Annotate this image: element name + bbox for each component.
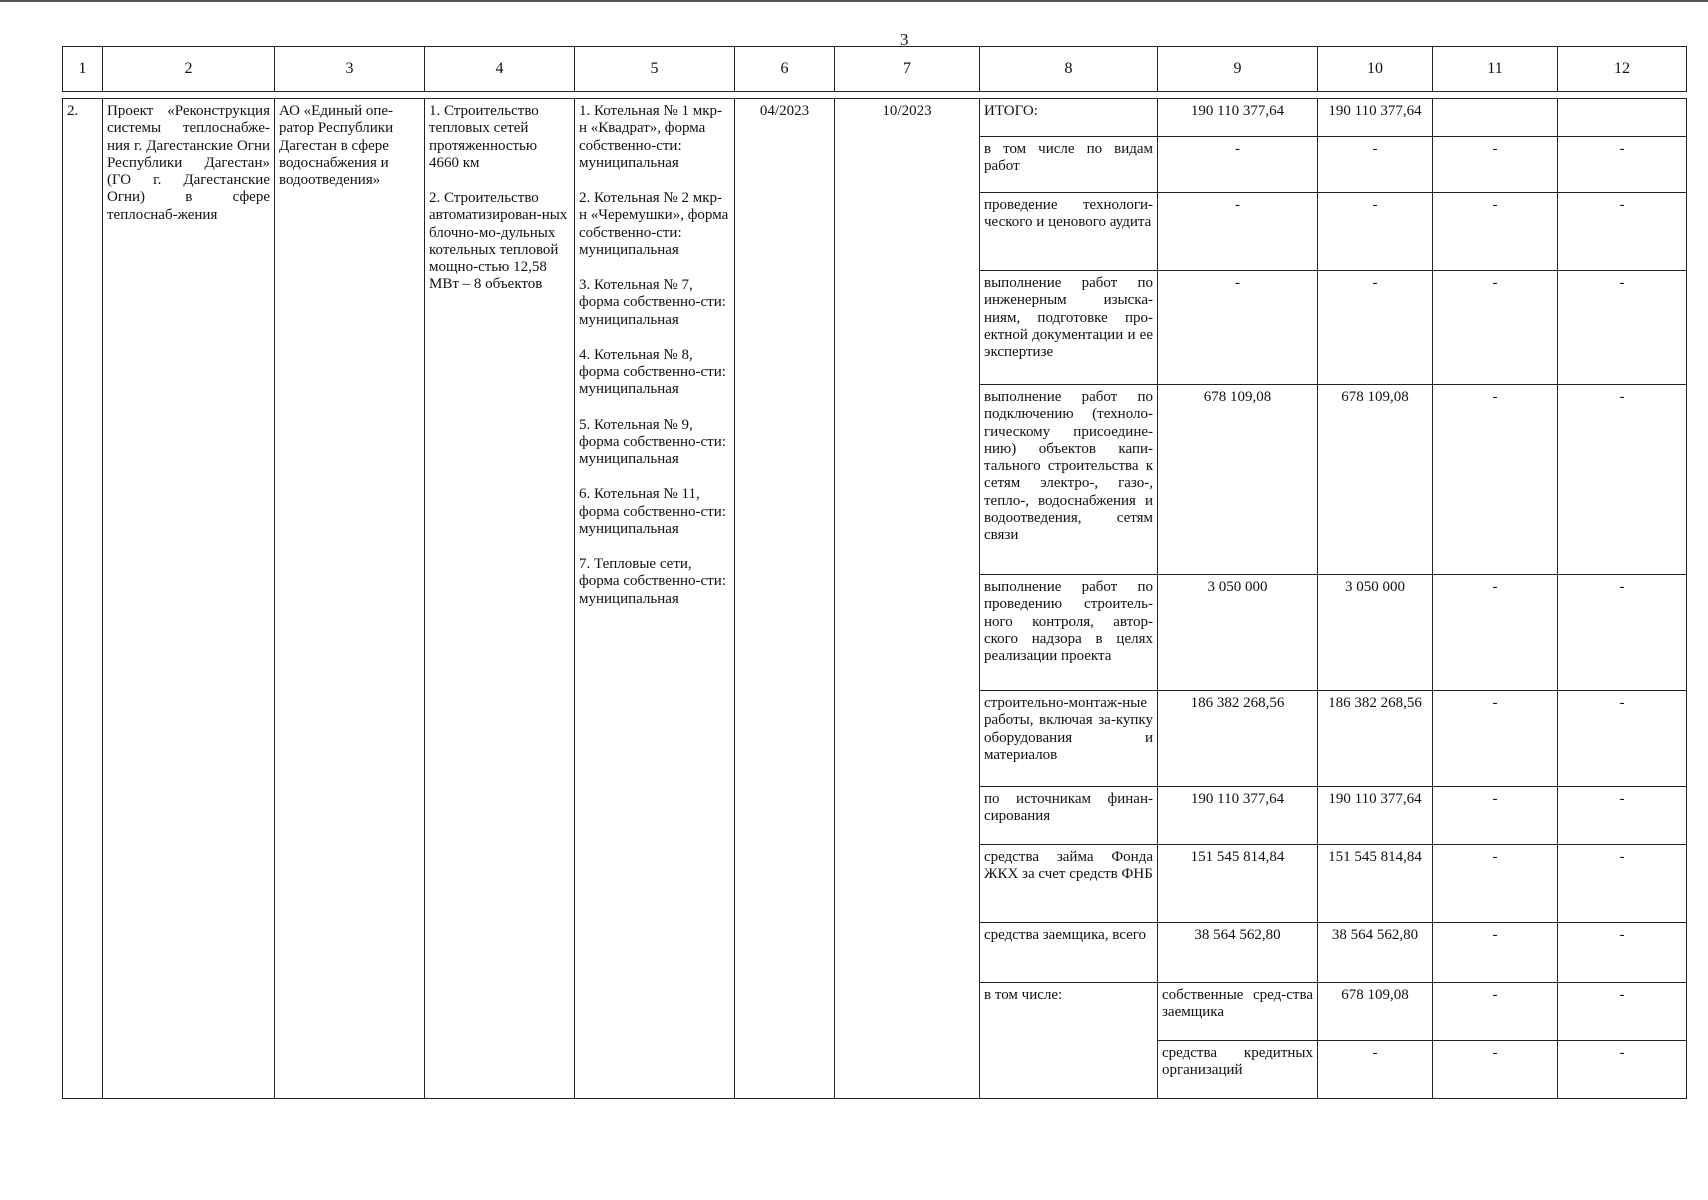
finance-value-col10: - bbox=[1318, 1041, 1433, 1099]
operator-name: АО «Единый опе-ратор Республики Дагестан в сфере водоснабжения и водоотведения» bbox=[279, 103, 394, 188]
finance-value-col12: - bbox=[1558, 845, 1687, 923]
page-number: 3 bbox=[900, 30, 909, 49]
finance-label: выполнение работ по подключению (техноло-гическому присоедине-нию) объектов капи-тального строительства к сетям электро-, газо-, тепло-, водоснабжения и водоотведения, сетям связи bbox=[980, 385, 1158, 575]
col-header-4: 4 bbox=[425, 47, 575, 92]
finance-value-col9: 190 110 377,64 bbox=[1158, 787, 1318, 845]
objects-cell bbox=[575, 99, 735, 1099]
finance-value-col9: - bbox=[1158, 271, 1318, 385]
finance-value-col9: 38 564 562,80 bbox=[1158, 923, 1318, 983]
col-header-10: 10 bbox=[1318, 47, 1433, 92]
row-number: 2. bbox=[67, 103, 79, 119]
finance-value-col12: - bbox=[1558, 787, 1687, 845]
table-row bbox=[63, 99, 1687, 137]
work-item: 1. Строительство тепловых сетей протяженностью 4660 км bbox=[429, 103, 539, 171]
finance-value-col9: 190 110 377,64 bbox=[1158, 99, 1318, 137]
col-header-12: 12 bbox=[1558, 47, 1687, 92]
finance-value-col12: - bbox=[1558, 193, 1687, 271]
finance-value-col12: - bbox=[1558, 983, 1687, 1041]
row-number-cell bbox=[63, 99, 103, 1099]
object-item: 4. Котельная № 8, форма собственно-сти: муниципальная bbox=[579, 346, 726, 398]
including-label: в том числе: bbox=[980, 983, 1158, 1099]
finance-value-col11 bbox=[1433, 99, 1558, 137]
finance-value-col11: - bbox=[1433, 923, 1558, 983]
works-cell bbox=[425, 99, 575, 1099]
col-header-7: 7 bbox=[835, 47, 980, 92]
finance-value-col10: 678 109,08 bbox=[1318, 983, 1433, 1041]
col-header-8: 8 bbox=[980, 47, 1158, 92]
finance-value-col11: - bbox=[1433, 271, 1558, 385]
finance-value-col9: 186 382 268,56 bbox=[1158, 691, 1318, 787]
finance-value-col9: 678 109,08 bbox=[1158, 385, 1318, 575]
finance-value-col11: - bbox=[1433, 845, 1558, 923]
project-table bbox=[62, 46, 1687, 1099]
finance-label: ИТОГО: bbox=[980, 99, 1158, 137]
finance-label: проведение технологи-ческого и ценового аудита bbox=[980, 193, 1158, 271]
finance-value-col11: - bbox=[1433, 193, 1558, 271]
finance-label: средства заемщика, всего bbox=[980, 923, 1158, 983]
object-item: 1. Котельная № 1 мкр-н «Квадрат», форма собственно-сти: муниципальная bbox=[579, 103, 723, 171]
finance-value-col11: - bbox=[1433, 137, 1558, 193]
work-item: 2. Строительство автоматизирован-ных блочно-мо-дульных котельных тепловой мощно-стью 12,58 МВт – 8 объектов bbox=[429, 190, 568, 293]
finance-value-col12: - bbox=[1558, 1041, 1687, 1099]
finance-value-col12: - bbox=[1558, 137, 1687, 193]
finance-value-col10: 190 110 377,64 bbox=[1318, 787, 1433, 845]
finance-value-col10: 190 110 377,64 bbox=[1318, 99, 1433, 137]
project-name: Проект «Реконструкция системы теплоснабже-ния г. Дагестанские Огни Республики Дагестан» (ГО г. Дагестанские Огни) в сфере теплоснаб-жения bbox=[107, 103, 270, 223]
finance-value-col11: - bbox=[1433, 575, 1558, 691]
object-item: 6. Котельная № 11, форма собственно-сти: муниципальная bbox=[579, 486, 726, 537]
finance-value-col9: 151 545 814,84 bbox=[1158, 845, 1318, 923]
finance-label: выполнение работ по проведению строитель-ного контроля, автор-ского надзора в целях реализации проекта bbox=[980, 575, 1158, 691]
finance-value-col12: - bbox=[1558, 385, 1687, 575]
col-header-2: 2 bbox=[103, 47, 275, 92]
finance-value-col9: - bbox=[1158, 137, 1318, 193]
col-header-11: 11 bbox=[1433, 47, 1558, 92]
col-header-5: 5 bbox=[575, 47, 735, 92]
project-name-cell bbox=[103, 99, 275, 1099]
start-date: 04/2023 bbox=[759, 103, 810, 119]
finance-value-col10: 678 109,08 bbox=[1318, 385, 1433, 575]
finance-value-col10: - bbox=[1318, 137, 1433, 193]
finance-value-col10: 186 382 268,56 bbox=[1318, 691, 1433, 787]
finance-label: строительно-монтаж-ные работы, включая за-купку оборудования и материалов bbox=[980, 691, 1158, 787]
scan-edge-line bbox=[0, 0, 1708, 2]
col-header-3: 3 bbox=[275, 47, 425, 92]
finance-value-col11: - bbox=[1433, 691, 1558, 787]
col-header-1: 1 bbox=[63, 47, 103, 92]
end-date: 10/2023 bbox=[882, 103, 932, 119]
including-sub-label: собственные сред-ства заемщика bbox=[1158, 983, 1318, 1041]
object-item: 5. Котельная № 9, форма собственно-сти: муниципальная bbox=[579, 416, 726, 467]
start-date-cell bbox=[735, 99, 835, 1099]
finance-value-col12: - bbox=[1558, 575, 1687, 691]
finance-label: выполнение работ по инженерным изыска-ниям, подготовке про-ектной документации и ее экспертизе bbox=[980, 271, 1158, 385]
col-header-9: 9 bbox=[1158, 47, 1318, 92]
header-gap bbox=[63, 92, 1687, 99]
finance-label: средства займа Фонда ЖКХ за счет средств ФНБ bbox=[980, 845, 1158, 923]
object-item: 3. Котельная № 7, форма собственно-сти: муниципальная bbox=[579, 277, 726, 328]
finance-value-col9: 3 050 000 bbox=[1158, 575, 1318, 691]
col-header-6: 6 bbox=[735, 47, 835, 92]
finance-value-col10: 3 050 000 bbox=[1318, 575, 1433, 691]
finance-value-col12: - bbox=[1558, 691, 1687, 787]
object-item: 7. Тепловые сети, форма собственно-сти: муниципальная bbox=[579, 556, 726, 607]
finance-value-col9: - bbox=[1158, 193, 1318, 271]
finance-value-col10: - bbox=[1318, 271, 1433, 385]
including-sub-label: средства кредитных организаций bbox=[1158, 1041, 1318, 1099]
finance-value-col12: - bbox=[1558, 923, 1687, 983]
finance-label: в том числе по видам работ bbox=[980, 137, 1158, 193]
finance-value-col10: 151 545 814,84 bbox=[1318, 845, 1433, 923]
finance-value-col12: - bbox=[1558, 271, 1687, 385]
finance-value-col10: - bbox=[1318, 193, 1433, 271]
end-date-cell bbox=[835, 99, 980, 1099]
object-item: 2. Котельная № 2 мкр-н «Черемушки», форма собственно-сти: муниципальная bbox=[579, 190, 729, 258]
finance-value-col10: 38 564 562,80 bbox=[1318, 923, 1433, 983]
finance-label: по источникам финан-сирования bbox=[980, 787, 1158, 845]
finance-value-col11: - bbox=[1433, 1041, 1558, 1099]
header-row bbox=[63, 47, 1687, 92]
operator-cell bbox=[275, 99, 425, 1099]
finance-value-col11: - bbox=[1433, 385, 1558, 575]
finance-value-col11: - bbox=[1433, 983, 1558, 1041]
finance-value-col12 bbox=[1558, 99, 1687, 137]
finance-value-col11: - bbox=[1433, 787, 1558, 845]
